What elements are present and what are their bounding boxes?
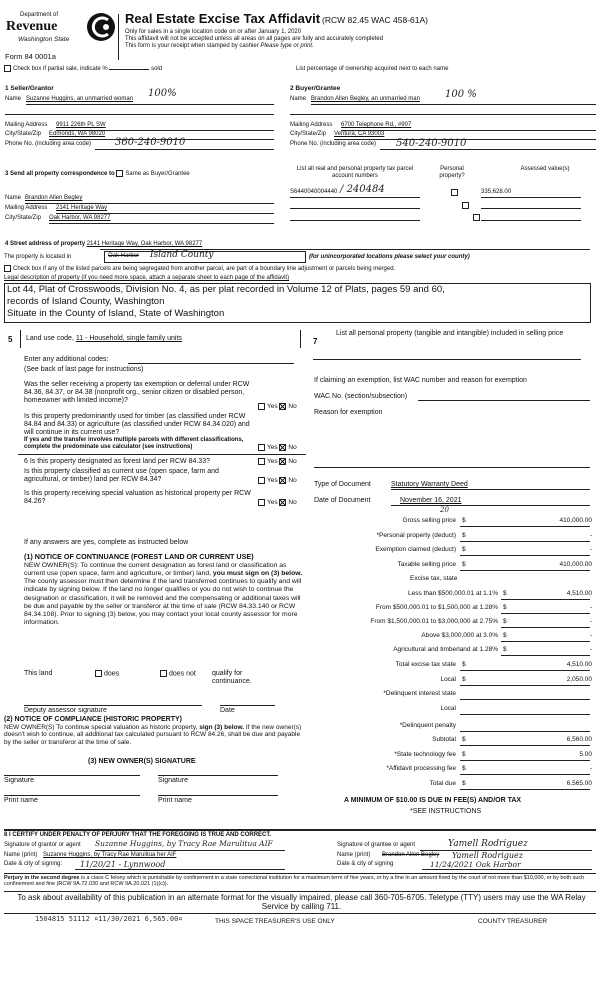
exempt-note: If claiming an exemption, list WAC number and reason for exemption xyxy=(314,377,527,384)
line xyxy=(290,208,420,209)
divider xyxy=(4,873,596,874)
tax-row-label: From $1,500,000.01 to $3,000,000 at 2.75% xyxy=(370,618,498,625)
section7-num: 7 xyxy=(313,337,318,346)
land-use-code[interactable]: 11 - Household, single family units xyxy=(75,335,182,342)
buyer-city[interactable]: Ventura, CA 93003 xyxy=(334,131,385,137)
logo-dept: Department of xyxy=(20,12,59,18)
currency-sign: $ xyxy=(462,517,466,524)
notice1-body xyxy=(24,562,304,627)
grantee-signature-label: Signature of grantee or agent xyxy=(337,842,416,848)
tax-row-line xyxy=(501,655,590,656)
tax-row-line xyxy=(460,555,590,556)
tax-row-label: Less than $500,000.01 at 1.1% xyxy=(408,590,498,597)
seller-percent: 100% xyxy=(148,88,177,99)
additional-codes-line[interactable] xyxy=(128,363,294,364)
grantee-signature[interactable]: Yamell Rodriguez xyxy=(448,839,528,849)
does-not-option xyxy=(160,670,196,678)
land-use-label: Land use code xyxy=(26,335,72,342)
parcel-hand-text: 240484 xyxy=(346,184,385,195)
location-struck: Oak Harbor xyxy=(108,253,140,259)
line xyxy=(290,114,596,115)
yes-checkbox[interactable] xyxy=(258,499,265,506)
grantor-date-label: Date & city of signing: xyxy=(4,861,63,867)
tax-row-value[interactable]: 4,510.00 xyxy=(566,661,592,668)
dor-logo xyxy=(6,12,116,52)
print-name-label: Print name xyxy=(158,797,192,804)
alt-format-note: To ask about availability of this publication in an alternate format for the visually impaired, please call 360-705-6705. Teletype (TTY) users may use the WA Relay Service by calling 711. xyxy=(17,893,586,912)
notice2-body xyxy=(4,724,304,746)
personal-property-line xyxy=(313,359,581,360)
seller-heading: 1 Seller/Grantor xyxy=(5,85,54,92)
tax-row-value[interactable]: 5.00 xyxy=(579,750,592,758)
parcel-col-header: List all real and personal property tax parcel account numbers xyxy=(296,166,414,179)
tax-row-label: Local xyxy=(440,675,456,683)
currency-sign: $ xyxy=(462,765,466,772)
tax-row-value[interactable]: - xyxy=(589,531,592,539)
located-label: The property is located in xyxy=(4,254,72,260)
tax-row-line xyxy=(460,731,590,732)
excise-header: Excise tax, state xyxy=(410,575,458,582)
personal-col-header: Personal property? xyxy=(439,166,465,179)
tax-row-label: Exemption claimed (deduct) xyxy=(375,546,456,553)
legal-description[interactable] xyxy=(4,283,591,323)
line xyxy=(25,203,274,204)
street-address[interactable]: 2141 Heritage Way, Oak Harbor, WA 98277 xyxy=(86,241,203,247)
seller-phone-label: Phone No. (including area code) xyxy=(5,141,92,147)
corr-mail-label: Mailing Address xyxy=(5,205,48,211)
q-exemption-answer xyxy=(258,403,297,411)
yes-label: Yes xyxy=(267,477,278,485)
line xyxy=(290,220,420,221)
yes-label: Yes xyxy=(267,458,278,466)
does-not-label: does not xyxy=(169,670,196,678)
minimum-note: A MINIMUM OF $10.00 IS DUE IN FEE(S) AND/OR TAX xyxy=(344,797,522,804)
buyer-phone-label: Phone No. (including area code) xyxy=(290,141,377,147)
correspondence-label: 3 Send all property correspondence to xyxy=(5,171,115,178)
street-address-row xyxy=(5,241,202,248)
grantor-name[interactable]: Suzanne Huggins, by Tracy Rae Marulitua her AIF xyxy=(43,852,177,858)
tax-row-value[interactable]: - xyxy=(589,618,592,625)
wac-field[interactable] xyxy=(418,400,590,401)
tax-row-label: Local xyxy=(440,704,456,712)
personal-property-checkbox[interactable] xyxy=(451,189,458,196)
grantor-date[interactable]: 11/20/21 - Lynnwood xyxy=(80,860,166,869)
segregated-checkbox[interactable] xyxy=(4,265,11,272)
corr-name[interactable]: Brandon Allen Begley xyxy=(25,195,83,201)
buyer-mail[interactable]: 6700 Telephone Rd., #907 xyxy=(341,122,412,128)
no-checkbox[interactable] xyxy=(279,403,286,410)
q-current-use: Is this property classified as current use (open space, farm and agricultural, or timber) land per RCW 84.34? xyxy=(24,468,219,484)
partial-sale-checkbox[interactable] xyxy=(4,65,11,72)
yes-label: Yes xyxy=(267,403,278,411)
this-land-label: This land xyxy=(24,670,53,677)
parcel-number-hand: / 240484 xyxy=(340,184,385,195)
buyer-name[interactable]: Brandon Allen Begley, an unmarried man xyxy=(311,96,420,102)
currency-sign: $ xyxy=(462,546,466,553)
corr-city-label: City/State/Zip xyxy=(5,215,42,221)
tax-row-value[interactable]: 6,560.00 xyxy=(566,736,592,743)
located-note: (for unincorporated locations please select your county) xyxy=(309,254,470,260)
notice2-title: (2) NOTICE OF COMPLIANCE (HISTORIC PROPERTY) xyxy=(4,716,182,723)
divider xyxy=(4,913,596,914)
header-line3-text: This form is your receipt when stamped by cashier xyxy=(125,43,259,49)
line xyxy=(75,869,285,870)
line xyxy=(481,220,581,221)
new-owner-signature-title: (3) NEW OWNER(S) SIGNATURE xyxy=(88,758,196,765)
print-name-label: Print name xyxy=(4,797,38,804)
divider xyxy=(4,891,596,892)
legal-line: Situate in the County of Island, State of Washington xyxy=(7,308,225,319)
tax-row-label: Gross selling price xyxy=(402,517,456,524)
tax-row-value[interactable]: 6,565.00 xyxy=(566,779,592,787)
tax-row-line xyxy=(501,627,590,628)
grantee-name-label: Name (print) xyxy=(337,852,371,858)
perjury-note xyxy=(4,875,596,888)
segregated-label: Check box if any of the listed parcels are being segregated from another parcel, are part of a boundary line adjustment or parcels being merged. xyxy=(13,266,396,273)
same-as-buyer-label: Same as Buyer/Grantee xyxy=(125,171,190,178)
reason-field[interactable] xyxy=(314,467,590,468)
notice1-text: NEW OWNER(S): To continue the current designation as forest land or classification as current use (open space, farm and agriculture, or timber) land, xyxy=(24,562,287,578)
tax-row-label: Agricultural and timberland at 1.28% xyxy=(393,646,498,653)
tax-row-line xyxy=(460,760,590,761)
title-text: Real Estate Excise Tax Affidavit xyxy=(125,11,321,26)
correspondence-heading xyxy=(5,170,190,178)
land-use-row: Land use code, 11 - Household, single family units xyxy=(26,335,182,342)
section7-label: List all personal property (tangible and intangible) included in selling price xyxy=(336,330,564,337)
street-label: 4 Street address of property xyxy=(5,241,86,247)
yes-checkbox[interactable] xyxy=(258,403,265,410)
tax-row-line xyxy=(460,541,590,542)
page-title xyxy=(125,12,428,27)
grantor-name-label: Name (print) xyxy=(4,852,38,858)
tax-row-value[interactable]: - xyxy=(589,765,592,772)
logo-revenue: Revenue xyxy=(6,19,58,34)
doc-date-hand: 20 xyxy=(440,506,449,514)
notice1-title: (1) NOTICE OF CONTINUANCE (FOREST LAND OR CURRENT USE) xyxy=(24,552,254,561)
seller-city-label: City/State/Zip xyxy=(5,131,42,137)
legal-line: Lot 44, Plat of Crosswoods, Division No. 4, as per plat recorded in Volume 12 of Plats, pages 59 and 60, xyxy=(7,284,445,295)
see-back: (See back of last page for instructions) xyxy=(24,366,144,373)
currency-sign: $ xyxy=(462,531,466,539)
no-checkbox[interactable] xyxy=(279,477,286,484)
line xyxy=(290,197,420,198)
yes-checkbox[interactable] xyxy=(258,458,265,465)
currency-sign: $ xyxy=(462,661,466,668)
yes-checkbox[interactable] xyxy=(258,477,265,484)
corr-mail[interactable]: 2141 Heritage Way xyxy=(56,205,108,211)
tax-row-label: Total excise tax state xyxy=(395,661,456,668)
tax-row-value[interactable]: - xyxy=(589,604,592,611)
no-label: No xyxy=(288,477,297,485)
divider xyxy=(18,454,306,455)
grantee-date[interactable]: 11/24/2021 Oak Harbor xyxy=(430,860,521,869)
line xyxy=(95,149,274,150)
deputy-label: Deputy assessor signature xyxy=(24,707,107,714)
tax-row-line xyxy=(460,670,590,671)
perjury-bold: Perjury in the second degree xyxy=(4,875,80,881)
grantor-signature[interactable]: Suzanne Huggins, by Tracy Rae Marulitua AIF xyxy=(95,839,273,848)
no-label: No xyxy=(288,458,297,466)
no-checkbox[interactable] xyxy=(279,444,286,451)
parcel-number[interactable]: S6440040004440 xyxy=(290,189,338,195)
tax-row-line xyxy=(460,714,590,715)
notice1-text2: The county assessor must then determine if the land transferred continues to qualify and will indicate by signing below. If the land no longer qualifies or you do not wish to continue the designation or classification, it will be removed and the compensating or additional taxes will be due and payable by the seller or transferor at the time of sale (RCW 84.33.140 or RCW 84.34.108). Prior to signing (3) below, you may contact your local county assessor for more information. xyxy=(24,578,302,627)
doc-type[interactable]: Statutory Warranty Deed xyxy=(391,481,468,488)
line xyxy=(391,505,590,506)
tax-row-value[interactable]: - xyxy=(589,646,592,653)
currency-sign: $ xyxy=(503,590,507,597)
yes-label: Yes xyxy=(267,444,278,452)
seller-name[interactable]: Suzanne Huggins, an unmarried woman xyxy=(26,96,134,102)
tax-row-line xyxy=(501,613,590,614)
tax-row-label: From $500,000.01 to $1,500,000 at 1.28% xyxy=(375,604,498,611)
sold-label: sold xyxy=(151,66,163,73)
no-label: No xyxy=(288,444,297,452)
tax-row-label: Total due xyxy=(429,779,456,787)
tax-row-label: *Personal property (deduct) xyxy=(376,531,456,539)
treasurer-use: THIS SPACE TREASURER'S USE ONLY xyxy=(215,918,335,925)
partial-percent-field[interactable] xyxy=(109,69,149,70)
line xyxy=(56,213,274,214)
header-line3 xyxy=(125,43,314,50)
tax-row-line xyxy=(501,599,590,600)
currency-sign: $ xyxy=(503,604,507,611)
no-label: No xyxy=(288,403,297,411)
doc-date[interactable]: November 16, 2021 xyxy=(400,497,462,504)
currency-sign: $ xyxy=(503,618,507,625)
buyer-phone[interactable]: 540-240-9010 xyxy=(396,138,467,149)
line xyxy=(311,104,596,105)
same-as-buyer-checkbox[interactable] xyxy=(116,170,123,177)
line xyxy=(49,223,274,224)
tax-row-value[interactable]: 2,050.00 xyxy=(566,675,592,683)
signature-label: Signature xyxy=(4,777,34,784)
corr-name-label: Name xyxy=(5,195,22,201)
currency-sign: $ xyxy=(462,750,466,758)
tax-row-value[interactable]: 410,000.00 xyxy=(559,517,592,524)
grantor-signature-label: Signature of grantor or agent xyxy=(4,842,81,848)
tax-row-line xyxy=(460,526,590,527)
seller-phone[interactable]: 360-240-9010 xyxy=(115,137,186,148)
buyer-heading: 2 Buyer/Grantee xyxy=(290,85,341,92)
q-timber: Is this property predominantly used for timber (as classified under RCW 84.84 and 84.33) or agriculture (as classified under RCW 84.34.020) and will continue in its current use? xyxy=(24,413,250,437)
q-forest: 6 Is this property designated as forest land per RCW 84.33? xyxy=(24,458,210,465)
header-divider xyxy=(118,14,119,60)
line xyxy=(391,489,590,490)
seller-city[interactable]: Edmonds, WA 98020 xyxy=(49,131,106,137)
tax-row-value[interactable]: - xyxy=(589,632,592,639)
legal-line: records of Island County, Washington xyxy=(7,296,165,307)
line xyxy=(481,208,581,209)
seller-name-line xyxy=(26,104,274,105)
tax-row-label: Subtotal xyxy=(432,736,456,743)
buyer-city-label: City/State/Zip xyxy=(290,131,327,137)
assessed-value[interactable]: 335,628.00 xyxy=(481,189,512,195)
segregated-row xyxy=(4,265,395,273)
tax-row-line xyxy=(460,685,590,686)
notice2-text: NEW OWNER(S) To continue special valuation as historic property, xyxy=(4,724,198,731)
cashier-stamp: 1504815 51112 ¤11/30/2021 6,565.00¤ xyxy=(35,915,183,923)
header-line2: This affidavit will not be accepted unless all areas on all pages are fully and accurately completed xyxy=(125,36,384,42)
tax-row-line xyxy=(460,699,590,700)
logo-state: Washington State xyxy=(18,36,70,43)
deputy-signature-field[interactable] xyxy=(24,705,202,706)
form-number: Form 84 0001a xyxy=(5,52,56,61)
buyer-percent: 100 % xyxy=(445,89,477,100)
tax-row-label: *Affidavit processing fee xyxy=(386,765,456,772)
tax-row-line xyxy=(460,570,590,571)
tax-row-label: Above $3,000,000 at 3.0% xyxy=(421,632,498,639)
doc-date-label: Date of Document xyxy=(314,497,371,504)
q-historic: Is this property receiving special valuation as historical property per RCW 84.26? xyxy=(24,490,251,506)
perjury-text: is a class C felony which is punishable by confinement in a state correctional institution for a maximum term of five years, or by a fine in an amount fixed by the court of not more than $10,000, or by both such confinement and fine (RCW 9A.72.030 and RCW 9A.20.021 (1)(c)). xyxy=(4,875,585,888)
seller-mail-label: Mailing Address xyxy=(5,122,48,128)
yes-checkbox[interactable] xyxy=(258,444,265,451)
section5-num: 5 xyxy=(8,335,13,344)
buyer-mail-label: Mailing Address xyxy=(290,122,333,128)
does-label: does xyxy=(104,670,120,678)
no-checkbox[interactable] xyxy=(279,458,286,465)
deputy-date-field[interactable] xyxy=(220,705,275,706)
partial-sale-label: Check box if partial sale, indicate % xyxy=(13,66,108,73)
q-timber-answer xyxy=(258,444,297,452)
tax-row-label: *State technology fee xyxy=(394,750,456,758)
currency-sign: $ xyxy=(462,560,466,568)
does-checkbox[interactable] xyxy=(95,670,102,677)
tax-row-label: *Delinquent interest state xyxy=(383,690,456,697)
does-not-checkbox[interactable] xyxy=(160,670,167,677)
notice2-bold: sign (3) below. xyxy=(199,724,245,731)
tax-row-line xyxy=(460,774,590,775)
seller-name-label: Name xyxy=(5,96,22,102)
q-historic-answer xyxy=(258,499,297,507)
currency-sign: $ xyxy=(503,646,507,653)
divider xyxy=(4,829,596,831)
buyer-name-label: Name xyxy=(290,96,307,102)
wac-label: WAC No. (section/subsection) xyxy=(314,393,408,400)
signature-label: Signature xyxy=(158,777,188,784)
tax-row-label: *Delinquent penalty xyxy=(399,722,456,729)
print-name-field[interactable] xyxy=(4,795,140,796)
personal-property-checkbox[interactable] xyxy=(473,214,480,221)
tax-row-label: Taxable selling price xyxy=(397,560,456,568)
notice2-text2: If the new owner(s) doesn't wish to continue, all additional tax calculated pursuant to RCW 84.26, shall be due and payable by the seller or transferor at the time of sale. xyxy=(4,724,302,746)
header-line1: Only for sales in a single location code on or after January 1, 2020 xyxy=(125,29,302,35)
location-hand: Island County xyxy=(150,250,214,260)
see-instructions: *SEE INSTRUCTIONS xyxy=(410,808,482,815)
q-timber-note: If yes and the transfer involves multiple parcels with different classifications, complete the predominate use calculator (see instructions) xyxy=(24,437,244,451)
currency-sign: $ xyxy=(462,779,466,787)
currency-sign: $ xyxy=(462,736,466,743)
title-ref: (RCW 82.45 WAC 458-61A) xyxy=(322,15,429,25)
partial-sale xyxy=(4,65,162,73)
if-yes-note: If any answers are yes, complete as instructed below xyxy=(24,539,189,546)
tax-row-line xyxy=(460,745,590,746)
q-current-use-answer xyxy=(258,477,297,485)
personal-property-checkbox[interactable] xyxy=(462,202,469,209)
line xyxy=(422,869,592,870)
grantee-name-struck: Brandon Allen Begley xyxy=(382,852,440,858)
currency-sign: $ xyxy=(462,675,466,683)
q-forest-answer xyxy=(258,458,297,466)
tax-row-value[interactable]: - xyxy=(589,546,592,553)
notice1-bold: you must sign on (3) below. xyxy=(212,570,303,578)
doc-type-label: Type of Document xyxy=(314,481,371,488)
does-option xyxy=(95,670,119,678)
legal-label: Legal description of property (if you need more space, attach a separate sheet to each page of the affidavit) xyxy=(4,275,290,281)
tax-row-value[interactable]: 410,000.00 xyxy=(559,560,592,568)
seller-mail[interactable]: 9911 226th PL SW xyxy=(56,122,106,128)
certify: 8 I CERTIFY UNDER PENALTY OF PERJURY THAT THE FOREGOING IS TRUE AND CORRECT. xyxy=(4,832,272,838)
qualify-label: qualify for continuance. xyxy=(212,670,252,686)
signature-field[interactable] xyxy=(158,775,278,776)
currency-sign: $ xyxy=(503,632,507,639)
q-timber-block xyxy=(24,413,252,451)
line xyxy=(380,149,596,150)
corr-city[interactable]: Oak Harbor, WA 98277 xyxy=(49,215,111,221)
tax-row-line xyxy=(460,789,590,790)
date-label: Date xyxy=(220,707,235,714)
no-checkbox[interactable] xyxy=(279,499,286,506)
line xyxy=(481,197,581,198)
signature-field[interactable] xyxy=(4,775,140,776)
tax-row-line xyxy=(501,641,590,642)
header-line3-italic: Please type or print. xyxy=(260,43,314,49)
percent-note: List percentage of ownership acquired next to each name xyxy=(296,66,449,72)
seller-name-line2 xyxy=(5,114,274,115)
reason-label: Reason for exemption xyxy=(314,409,383,416)
grantee-name[interactable]: Yamell Rodriguez xyxy=(452,851,523,860)
county-treasurer: COUNTY TREASURER xyxy=(478,918,548,925)
line xyxy=(95,850,285,851)
location-field[interactable] xyxy=(104,251,306,263)
tax-row-value[interactable]: 4,510.00 xyxy=(566,590,592,597)
assessed-col-header: Assessed value(s) xyxy=(520,166,570,172)
no-label: No xyxy=(288,499,297,507)
grantee-date-label: Date & city of signing xyxy=(337,861,394,867)
print-name-field[interactable] xyxy=(158,795,278,796)
dor-emblem-icon xyxy=(86,12,116,42)
yes-label: Yes xyxy=(267,499,278,507)
additional-codes: Enter any additional codes: xyxy=(24,356,109,363)
section5-divider xyxy=(20,330,21,348)
q-exemption: Was the seller receiving a property tax exemption or deferral under RCW 84.36, 84.37, or 84.38 (nonprofit org., senior citizen or disabled person, homeowner with limited income)? xyxy=(24,381,250,405)
